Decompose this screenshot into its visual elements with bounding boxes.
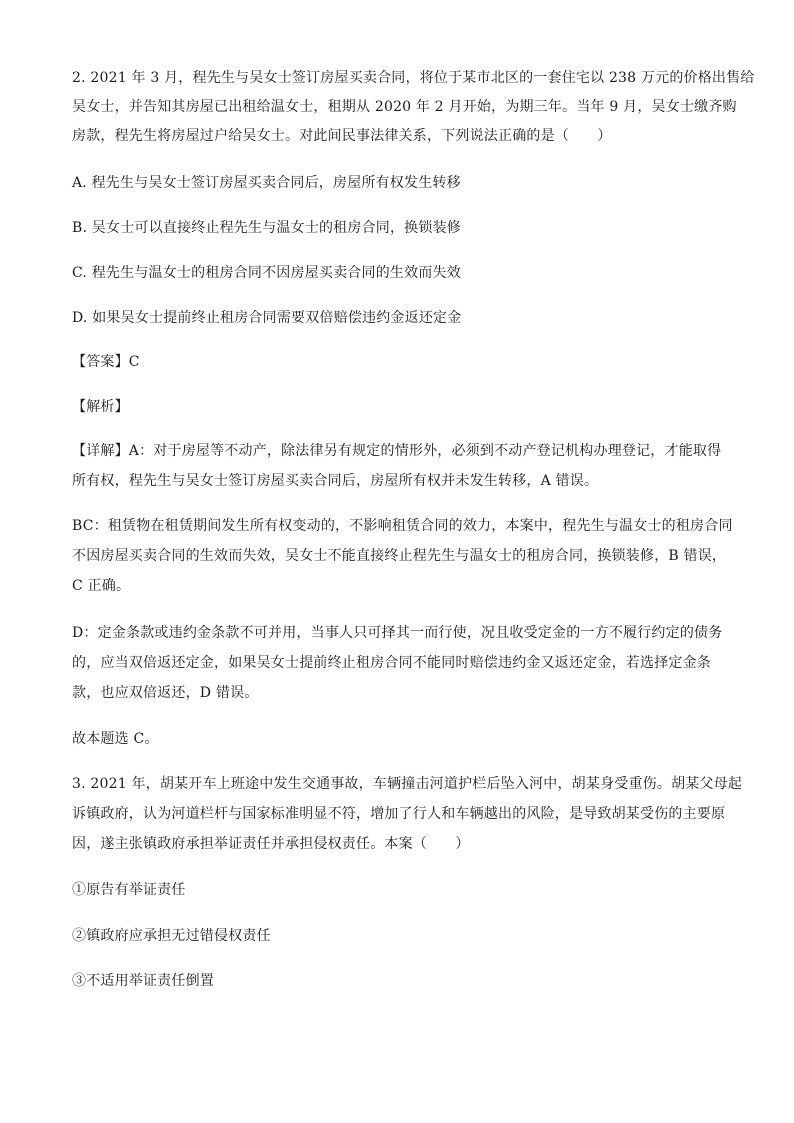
q2-d-line-3: 款，也应双倍返还，D 错误。 <box>72 685 259 701</box>
q3-stem-line-2: 诉镇政府，认为河道栏杆与国家标准明显不符，增加了行人和车辆越出的风险，是导致胡某受伤的主要原 <box>72 806 726 822</box>
q2-conclusion: 故本题选 C。 <box>72 731 159 747</box>
q3-stem-line-3: 因，遂主张镇政府承担举证责任并承担侵权责任。本案（ ） <box>72 836 470 852</box>
q2-option-c: C. 程先生与温女士的租房合同不因房屋买卖合同的生效而失效 <box>72 265 461 281</box>
q2-stem-line-1: 2. 2021 年 3 月，程先生与吴女士签订房屋买卖合同，将位于某市北区的一套住宅以 238 万元的价格出售给 <box>72 70 755 86</box>
q3-item-1: ①原告有举证责任 <box>72 882 186 898</box>
q2-analysis-label: 【解析】 <box>72 399 129 415</box>
q2-bc-line-3: C 正确。 <box>72 578 131 594</box>
q2-detail-line-2: 所有权，程先生与吴女士签订房屋买卖合同后，房屋所有权并未发生转移，A 错误。 <box>72 473 599 489</box>
q2-option-d: D. 如果吴女士提前终止租房合同需要双倍赔偿违约金返还定金 <box>72 310 462 326</box>
q3-stem-line-1: 3. 2021 年，胡某开车上班途中发生交通事故，车辆撞击河道护栏后坠入河中，胡某身受重伤。胡某父母起 <box>72 776 743 792</box>
q2-d-line-1: D：定金条款或违约金条款不可并用，当事人只可择其一而行使，况且收受定金的一方不履行约定的债务 <box>72 625 723 641</box>
q3-item-2: ②镇政府应承担无过错侵权责任 <box>72 928 271 944</box>
q2-option-a: A. 程先生与吴女士签订房屋买卖合同后，房屋所有权发生转移 <box>72 175 461 191</box>
q2-answer: 【答案】C <box>72 354 140 370</box>
q2-d-line-2: 的，应当双倍返还定金，如果吴女士提前终止租房合同不能同时赔偿违约金又返还定金，若选择定金条 <box>72 655 711 671</box>
q2-detail-line-1: 【详解】A：对于房屋等不动产，除法律另有规定的情形外，必须到不动产登记机构办理登记，才能取得 <box>72 443 722 459</box>
q2-stem-line-2: 吴女士，并告知其房屋已出租给温女士，租期从 2020 年 2 月开始，为期三年。当年 9 月，吴女士缴齐购 <box>72 99 737 115</box>
q2-stem-line-3: 房款，程先生将房屋过户给吴女士。对此间民事法律关系，下列说法正确的是（ ） <box>72 128 612 144</box>
q2-bc-line-1: BC：租赁物在租赁期间发生所有权变动的，不影响租赁合同的效力，本案中，程先生与温女士的租房合同 <box>72 518 733 534</box>
q3-item-3: ③不适用举证责任倒置 <box>72 973 214 989</box>
q2-option-b: B. 吴女士可以直接终止程先生与温女士的租房合同，换锁装修 <box>72 220 461 236</box>
q2-bc-line-2: 不因房屋买卖合同的生效而失效，吴女士不能直接终止程先生与温女士的租房合同，换锁装修，B 错误， <box>72 548 727 564</box>
